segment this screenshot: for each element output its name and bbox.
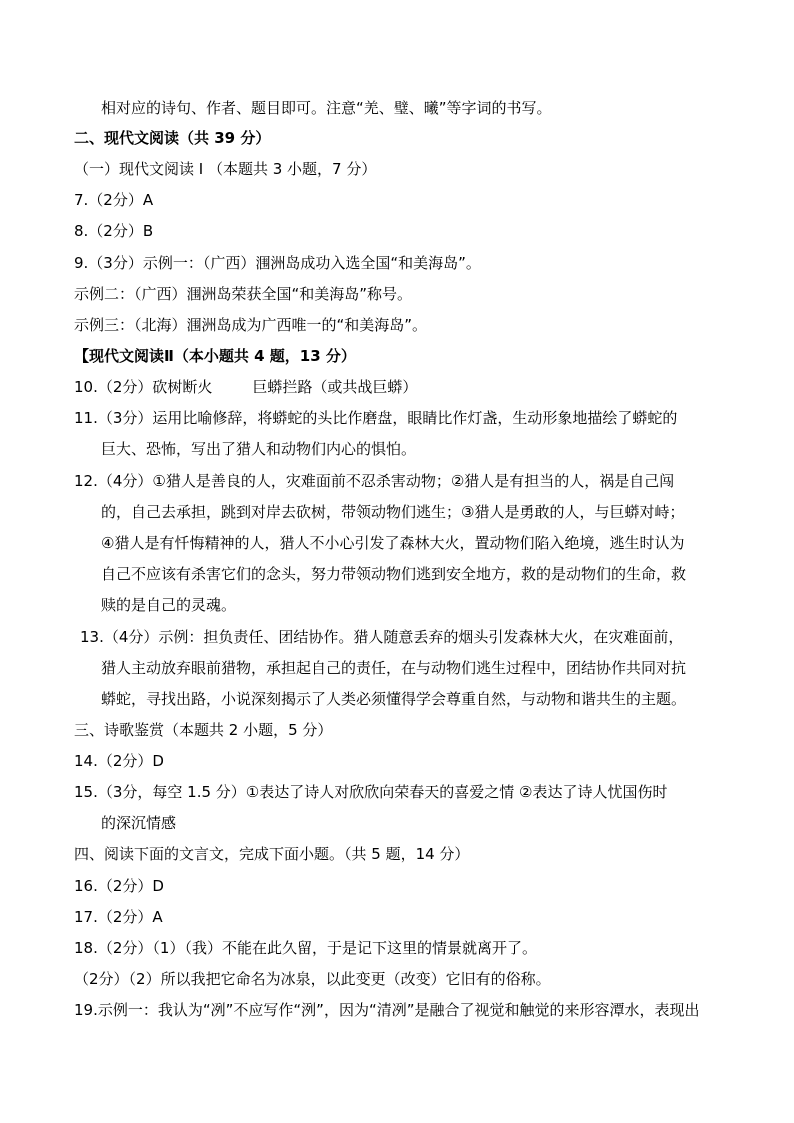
subsection-1-heading: （一）现代文阅读 I （本题共 3 小题，7 分）	[74, 160, 377, 178]
answer-13: 13.（4分）示例：担负责任、团结协作。猎人随意丢弃的烟头引发森林大火，在灾难面前，	[80, 628, 684, 646]
answer-18-1: 18.（2分）（1）（我）不能在此久留，于是记下这里的情景就离开了。	[74, 939, 537, 957]
answer-12-cont-4: 赎的是自己的灵魂。	[101, 596, 237, 614]
answer-12-cont-3: 自己不应该有杀害它们的念头，努力带领动物们逃到安全地方，救的是动物们的生命，救	[101, 565, 687, 583]
answer-8: 8.（2分）B	[74, 222, 154, 240]
answer-14: 14.（2分）D	[74, 752, 164, 770]
answer-12-cont-1: 的，自己去承担，跳到对岸去砍树，带领动物们逃生；③猎人是勇敢的人，与巨蟒对峙；	[101, 503, 685, 521]
section-3-heading: 三、诗歌鉴赏（本题共 2 小题，5 分）	[74, 721, 333, 739]
answer-17: 17.（2分）A	[74, 908, 163, 926]
answer-16: 16.（2分）D	[74, 877, 164, 895]
section-2-heading: 二、现代文阅读（共 39 分）	[74, 129, 271, 147]
answer-13-cont-2: 蟒蛇，寻找出路，小说深刻揭示了人类必须懂得学会尊重自然，与动物和谐共生的主题。	[101, 690, 687, 708]
answer-9-example-2: 示例二：（广西）涠洲岛荣获全国“和美海岛”称号。	[74, 285, 413, 303]
answer-11-cont: 巨大、恐怖，写出了猎人和动物们内心的惧怕。	[101, 440, 417, 458]
answer-18-2: （2分）（2）所以我把它命名为冰泉，以此变更（改变）它旧有的俗称。	[74, 970, 551, 988]
answer-12: 12.（4分）①猎人是善良的人，灾难面前不忍杀害动物；②猎人是有担当的人，祸是自己闯	[74, 472, 675, 490]
subsection-2-heading: 【现代文阅读Ⅱ（本小题共 4 题，13 分）	[74, 347, 356, 365]
line-1: 相对应的诗句、作者、题目即可。注意“羌、璧、曦”等字词的书写。	[101, 99, 552, 117]
answer-10-part-1: 10.（2分）砍树断火	[74, 378, 213, 396]
answer-10	[74, 377, 417, 397]
answer-12-cont-2: ④猎人是有忏悔精神的人，猎人不小心引发了森林大火，置动物们陷入绝境，逃生时认为	[101, 534, 685, 552]
answer-19: 19.示例一：我认为“冽”不应写作“洌”，因为“清冽”是融合了视觉和触觉的来形容潭水，表现出	[74, 1001, 700, 1019]
answer-10-part-2: 巨蟒拦路（或共战巨蟒）	[252, 378, 418, 396]
section-4-heading: 四、阅读下面的文言文，完成下面小题。（共 5 题，14 分）	[74, 845, 470, 863]
answer-15: 15.（3分，每空 1.5 分）①表达了诗人对欣欣向荣春天的喜爱之情 ②表达了诗人忧国伤时	[74, 783, 668, 801]
answer-15-cont: 的深沉情感	[101, 814, 177, 832]
answer-9: 9.（3分）示例一：（广西）涠洲岛成功入选全国“和美海岛”。	[74, 254, 481, 272]
answer-11: 11.（3分）运用比喻修辞，将蟒蛇的头比作磨盘，眼睛比作灯盏，生动形象地描绘了蟒蛇的	[74, 409, 678, 427]
answer-7: 7.（2分）A	[74, 191, 154, 209]
answer-9-example-3: 示例三：（北海）涠洲岛成为广西唯一的“和美海岛”。	[74, 316, 428, 334]
answer-13-cont-1: 猎人主动放弃眼前猎物，承担起自己的责任，在与动物们逃生过程中，团结协作共同对抗	[101, 659, 687, 677]
